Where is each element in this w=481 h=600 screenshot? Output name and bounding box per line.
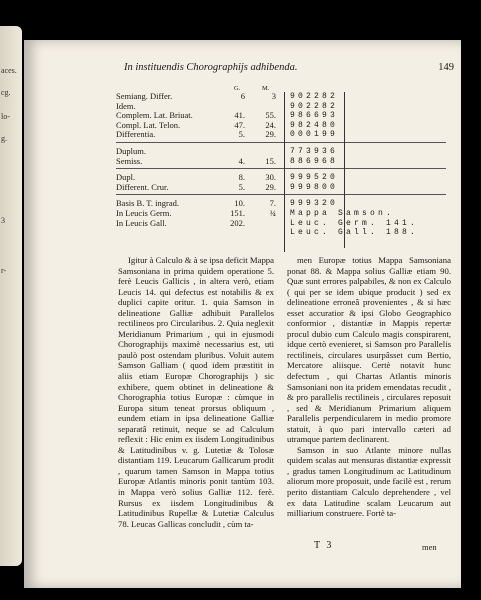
margin-fragment: lo- [1,112,10,121]
table-row [116,228,446,238]
degrees-cell: 6 [240,91,245,101]
page-number: 149 [438,62,454,73]
minutes-cell: 3 [271,91,276,101]
degrees-cell: 202. [230,217,245,228]
row-label: Differentia. [116,129,156,140]
row-label: Semiss. [116,155,143,166]
text-column-right [287,255,451,519]
row-label: Dupl. [116,172,136,183]
table-row [116,92,446,102]
value-cell: 000199 [290,130,339,140]
degrees-cell: 5. [238,181,245,192]
value-cell: 999800 [290,182,339,192]
value-cell: Mappa Samson. [290,208,395,218]
margin-fragment: r- [1,266,7,275]
minutes-cell: 30. [265,172,276,183]
book-page [24,40,461,588]
table-row [116,121,446,131]
minutes-cell: 55. [265,110,276,121]
degrees-cell: 10. [234,198,245,209]
row-label: Complem. Lat. Briuat. [116,110,193,121]
row-label: In Leucis Gall. [116,217,167,228]
value-cell: 999520 [290,173,339,183]
minutes-cell: ¾ [269,207,276,218]
table-row [116,183,446,193]
table-row [116,130,446,140]
calculation-table [116,84,446,238]
value-cell: 902282 [290,92,339,101]
margin-fragment: g. [1,134,7,143]
value-cell: 773936 [290,146,339,156]
value-cell: Leuc. Germ. 141. [290,218,419,228]
degrees-cell: 4. [238,155,245,166]
row-label: Idem. [116,100,136,111]
row-label: Different. Crur. [116,181,169,192]
row-label: In Leucis Germ. [116,207,172,218]
row-label: Duplum. [116,145,146,156]
value-cell: Leuc. Gall. 188. [290,228,419,238]
signature-mark: T 3 [314,540,334,551]
minutes-cell: 7. [269,198,276,209]
row-label: Semiang. Differ. [116,91,173,101]
col-header-minutes: M. [262,85,270,92]
degrees-cell: 8. [238,172,245,183]
running-title: In instituendis Chorographijs adhibenda. [124,62,298,73]
degrees-cell: 47. [234,119,245,130]
table-row [116,219,446,229]
paragraph: men Europæ totius Mappa Samsoniana ponat 88. & Mappa solius Galliæ etiam 90. Quæ sunt errores palpabiles, & non ex Calculo ( qui per se idem ubique producit ) sed ex delineatione erroneâ provenientes , & si hæc esset accuratior & ipsi Globo Geographico conformior , distantiæ in Mappis repertæ procul dubio cum Calculo magis conspirarent, idque certò evenieret, si Samson pro Parallelis rectilineis, circulares usurpâsset cum Bertio, Mercatore aliisque. Certè notavit hunc defectum , qui Chartas Atlantis minoris Samsoniani non ita pridem emendatas recudit , & pro parallelis rectilineis , circulares reposuit , sed & Meridianum Primarium aliquem Parallelis perpendicularem in medio promore statuit, à quo pari intervallo cæteri ad utramque partem declinarent. [287,255,451,445]
value-cell: 886968 [290,156,339,166]
minutes-cell: 15. [265,155,276,166]
row-label: Compl. Lat. Telon. [116,119,181,130]
degrees-cell: 151. [230,207,245,218]
value-cell: 982480 [290,120,339,130]
degrees-cell: 5. [238,129,245,140]
paragraph: Samson in suo Atlante minore nullas quidem scalas aut mensuras distantiæ expressit , gradus tamen Longitudinum ac Latitudinum aliorum more proposuit, unde facilè est , rerum perito distantiam Calculo deprehendere , vel ex data Latitudine scalam Leucarum aut milliarium construere. Fortè ta- [287,444,451,519]
catchword: men [422,542,437,552]
value-cell: 986693 [290,111,339,121]
margin-fragment: aces. [1,66,17,75]
degrees-cell: 41. [234,110,245,121]
value-cell: 902282 [290,101,339,111]
col-header-degrees: G. [234,85,241,92]
text-column-left [118,255,274,529]
margin-fragment: cg. [1,88,11,97]
minutes-cell: 24. [265,119,276,130]
row-label: Basis B. T. ingrad. [116,198,179,209]
value-cell: 999320 [290,199,339,209]
minutes-cell: 29. [265,181,276,192]
minutes-cell: 29. [265,129,276,140]
margin-fragment: 3 [1,216,5,225]
table-row [116,147,446,157]
facing-page-edge [0,26,22,566]
paragraph: Igitur à Calculo & à se ipsa deficit Mappa Samsoniana in prima quidem operatione 5. ferè Leucis Gallicis , in altera verò, etiam Leucis 14. qui defectus est notabilis & ex duplici capite oritur. 1. quia Samson in delineatione Galliæ adhibuit Parallelos rectilineos pro Circularibus. 2. Quia neglexit Meridianum Primarium , qui in ejusmodi Chorographijs maximè necessarius est, uti paulò post ostendam pluribus. Voluit autem Samson Galliam ( quod idem præstitit in aliis etiam Europæ Chorographijs ) sic exhibere, quem obtinet in delineatione & Chorographia totius Europæ : cùmque in Europa situm teneat prorsus obliquum , eundem etiam in ipsa delineatione Galliæ separatâ retinuit, neque se ad Calculum reflexit : Hic enim ex iisdem Longitudinibus & Latitudinibus v. g. Lutetiæ & Tolosæ distantiam 119. Leucarum Gallicarum prodit , quarum tamen Samson in Mappa totius Europæ Atlantis minoris ponit tantùm 103. in Mappa verò solius Galliæ 112. ferè. Rursus ex iisdem Longitudinibus & Latitudinibus Rupellæ & Lutetiæ Calculus 78. Leucas Gallicas concludit , cùm ta- [118,255,274,529]
table-row [116,157,446,167]
